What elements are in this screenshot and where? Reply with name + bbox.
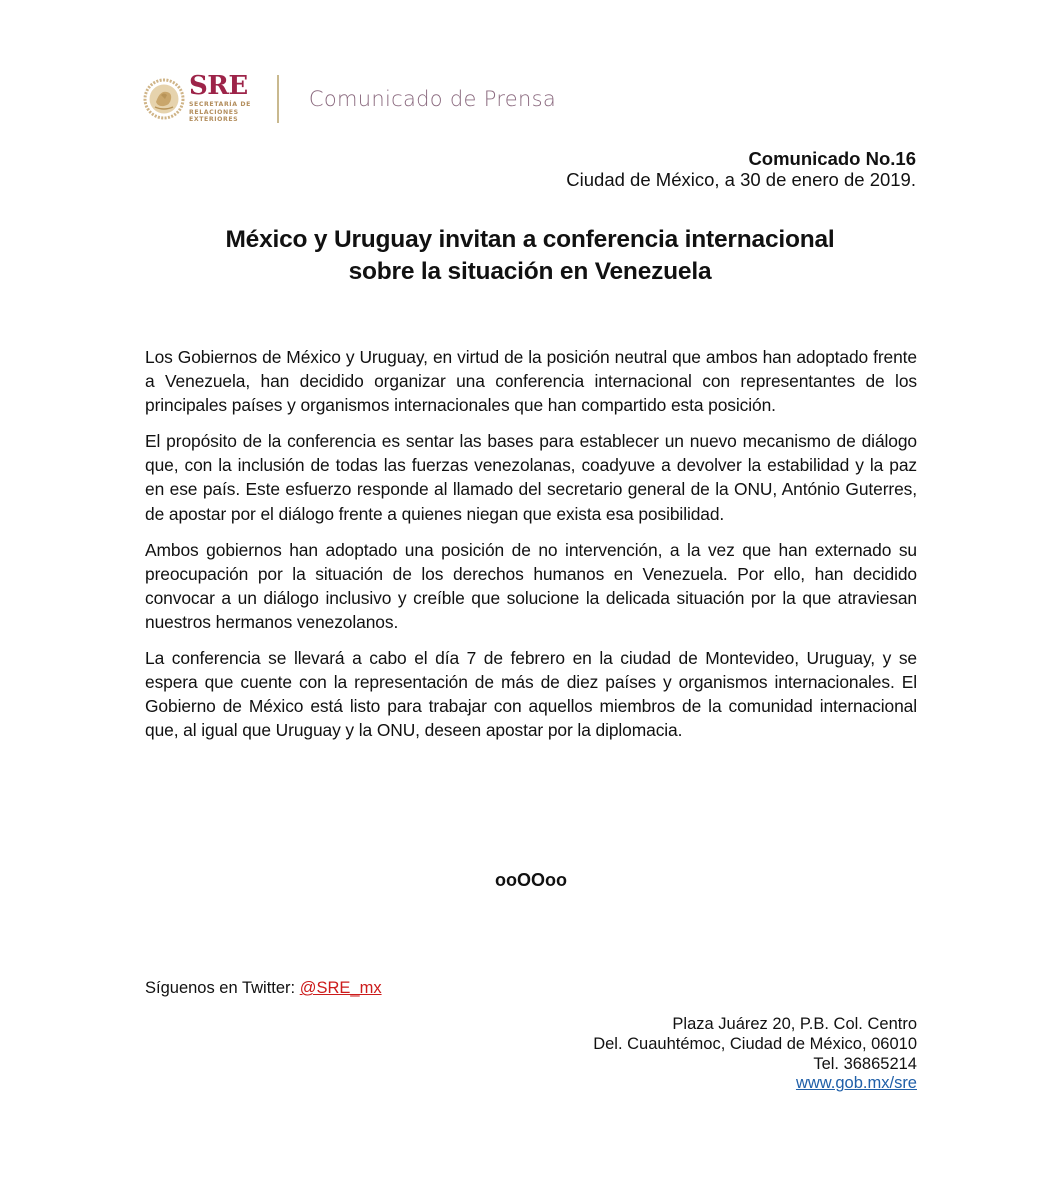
sre-wordmark [189, 71, 251, 124]
sre-acronym: SRE [189, 71, 248, 102]
coat-of-arms-icon [143, 78, 185, 120]
follow-label: Síguenos en Twitter: [145, 979, 300, 997]
contact-address [593, 1015, 917, 1094]
address-line: Del. Cuauhtémoc, Ciudad de México, 06010 [593, 1034, 917, 1053]
communique-meta [566, 148, 916, 190]
website-link[interactable]: www.gob.mx/sre [795, 1074, 917, 1093]
end-separator: ooOOoo [495, 870, 567, 890]
section-label: Comunicado de Prensa [308, 87, 557, 111]
letterhead [143, 71, 557, 124]
paragraph: La conferencia se llevará a cabo el día 7 de febrero en la ciudad de Montevideo, Uruguay, y se espera que cuente con la representación de más de diez países y organismos internacionales. El Gobierno de México está listo para trabajar con aquellos miembros de la comunidad internacional que, al igual que Uruguay y la ONU, deseen apostar por la diplomacia. [145, 648, 917, 741]
paragraph: El propósito de la conferencia es sentar las bases para establecer un nuevo mecanismo de diálogo que, con la inclusión de todas las fuerzas venezolanas, coadyuve a devolver la estabilidad y la paz en ese país. Este esfuerzo responde al llamado del secretario general de la ONU, António Guterres, de apostar por el diálogo frente a quienes niegan que exista esa posibilidad. [145, 431, 917, 524]
headline [145, 224, 915, 288]
sre-subtitle-line: SECRETARÍA DE [189, 101, 251, 109]
phone-number: Tel. 36865214 [813, 1054, 917, 1073]
sre-subtitle [189, 101, 251, 123]
sre-subtitle-line: EXTERIORES [189, 116, 239, 124]
sre-subtitle-line: RELACIONES [189, 108, 239, 116]
header-divider [277, 75, 279, 123]
paragraph: Ambos gobiernos han adoptado una posición de no intervención, a la vez que han externado su preocupación por la situación de los derechos humanos en Venezuela. Por ello, han decidido convocar a un diálogo inclusivo y creíble que solucione la delicada situación por la que atraviesan nuestros hermanos venezolanos. [145, 539, 917, 632]
place-date: Ciudad de México, a 30 de enero de 2019. [566, 169, 916, 190]
social-follow [145, 979, 382, 998]
headline-line: sobre la situación en Venezuela [348, 258, 712, 285]
twitter-handle-link[interactable]: @SRE_mx [299, 979, 382, 997]
headline-line: México y Uruguay invitan a conferencia internacional [225, 226, 835, 253]
body-text [145, 345, 917, 754]
address-line: Plaza Juárez 20, P.B. Col. Centro [672, 1015, 917, 1033]
communique-number: Comunicado No.16 [748, 148, 916, 169]
paragraph: Los Gobiernos de México y Uruguay, en virtud de la posición neutral que ambos han adoptado frente a Venezuela, han decidido organizar una conferencia internacional con representantes de los principales países y organismos internacionales que han compartido esta posición. [145, 347, 917, 416]
